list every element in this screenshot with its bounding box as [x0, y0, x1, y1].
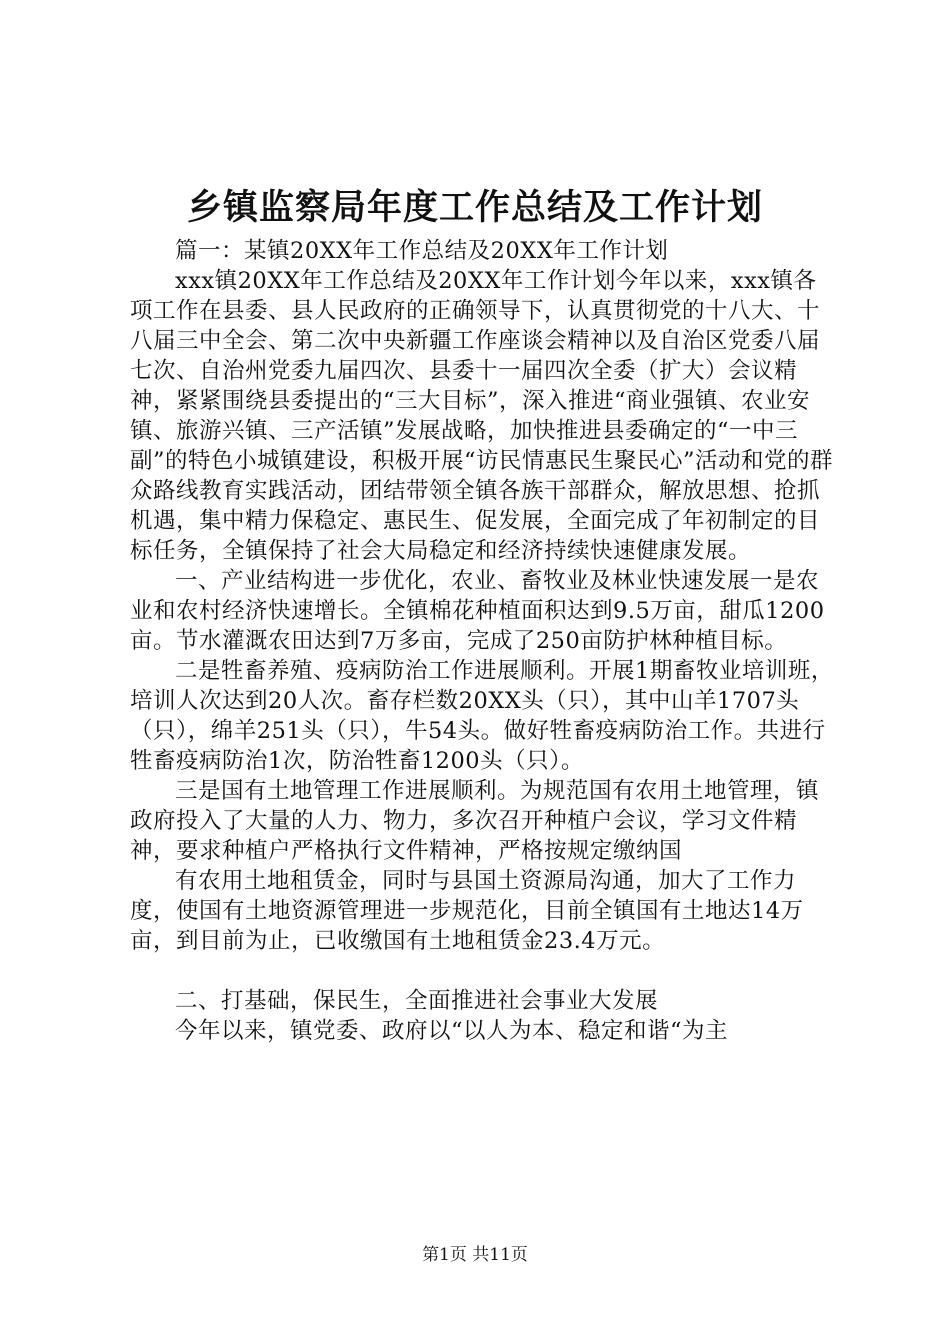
page-number-footer: 第1页 共11页: [422, 1245, 528, 1265]
document-body: [130, 236, 836, 1046]
section-heading: 篇一：某镇20XX年工作总结及20XX年工作计划: [175, 238, 669, 264]
body-paragraph: 今年以来，镇党委、政府以“以人为本、稳定和谐“为主: [175, 1018, 729, 1044]
document-title: 乡镇监察局年度工作总结及工作计划: [186, 187, 763, 228]
body-paragraph: xxx镇20XX年工作总结及20XX年工作计划今年以来，xxx镇各项工作在县委、县人民政府的正确领导下，认真贯彻党的十八大、十八届三中全会、第二次中央新疆工作座谈会精神以及自治区党委八届七次、自治州党委九届四次、县委十一届四次全委（扩大）会议精神，紧紧围绕县委提出的“三大目标”，深入推进“商业强镇、农业安镇、旅游兴镇、三产活镇”发展战略，加快推进县委确定的“一中三副”的特色小城镇建设，积极开展“访民情惠民生聚民心”活动和党的群众路线教育实践活动，团结带领全镇各族干部群众，解放思想、抢抓机遇，集中精力保稳定、惠民生、促发展，全面完成了年初制定的目标任务，全镇保持了社会大局稳定和经济持续快速健康发展。: [130, 268, 834, 564]
body-paragraph: 三是国有土地管理工作进展顺利。为规范国有农用土地管理，镇政府投入了大量的人力、物力，多次召开种植户会议，学习文件精神，要求种植户严格执行文件精神，严格按规定缴纳国: [130, 778, 820, 864]
section-heading: 二、打基础，保民生，全面推进社会事业大发展: [175, 988, 659, 1014]
body-paragraph: 二是牲畜养殖、疫病防治工作进展顺利。开展1期畜牧业培训班，培训人次达到20人次。畜存栏数20XX头（只），其中山羊1707头（只），绵羊251头（只），牛54头。做好牲畜疫病防治工作。共进行牲畜疫病防治1次，防治牲畜1200头（只）。: [130, 658, 834, 774]
body-paragraph: 有农用土地租赁金，同时与县国土资源局沟通，加大了工作力度，使国有土地资源管理进一步规范化，目前全镇国有土地达14万亩，到目前为止，已收缴国有土地租赁金23.4万元。: [130, 868, 804, 954]
body-paragraph: 一、产业结构进一步优化，农业、畜牧业及林业快速发展一是农业和农村经济快速增长。全镇棉花种植面积达到9.5万亩，甜瓜1200亩。节水灌溉农田达到7万多亩，完成了250亩防护林种植目标。: [130, 568, 825, 654]
